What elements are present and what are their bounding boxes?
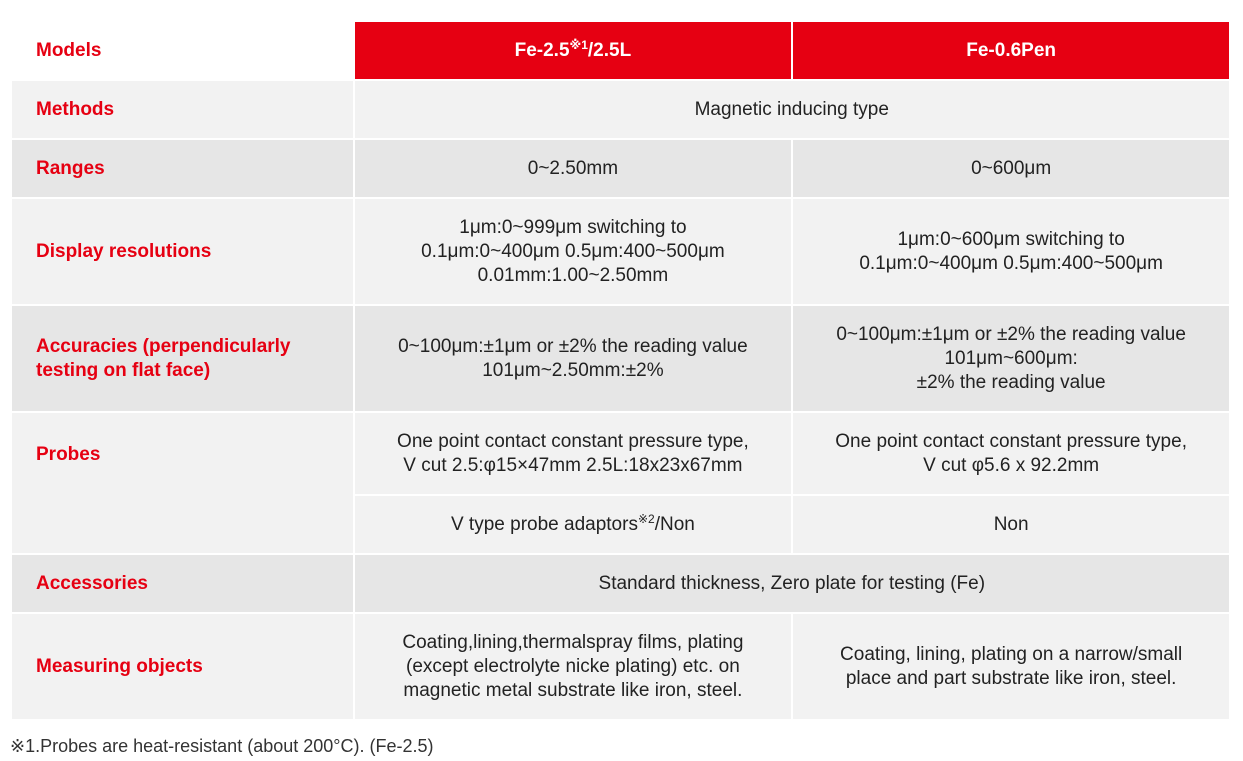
model1-name: Fe-2.5 (514, 39, 570, 61)
model-fe-0-6pen-header: Fe-0.6Pen (792, 21, 1230, 80)
text-line: V cut φ5.6 x 92.2mm (923, 454, 1100, 476)
text-line: V cut 2.5:φ15×47mm 2.5L:18x23x67mm (403, 454, 743, 476)
accuracies-fe-2-5 (354, 305, 793, 412)
text-line: 0~100μm:±1μm or ±2% the reading value (836, 323, 1186, 345)
text-line: Coating, lining, plating on a narrow/small (840, 643, 1183, 665)
adaptor-suffix: /Non (654, 513, 695, 535)
probes-label: Probes (11, 412, 354, 554)
text-line: magnetic metal substrate like iron, steel. (403, 679, 743, 701)
display-resolutions-row (11, 198, 1230, 305)
accuracies-fe-0-6pen (792, 305, 1230, 412)
text-line: One point contact constant pressure type, (397, 430, 749, 452)
text-line: place and part substrate like iron, steel. (845, 667, 1177, 689)
display-resolutions-label: Display resolutions (11, 198, 354, 305)
measuring-objects-label: Measuring objects (11, 613, 354, 720)
accessories-value: Standard thickness, Zero plate for testing (Fe) (354, 554, 1230, 613)
measuring-objects-row (11, 613, 1230, 720)
label-line: testing on flat face) (36, 359, 211, 381)
header-row (11, 21, 1230, 80)
text-line: 1μm:0~600μm switching to (897, 228, 1125, 250)
text-line: 0~100μm:±1μm or ±2% the reading value (398, 335, 748, 357)
text-line: 0.01mm:1.00~2.50mm (477, 264, 669, 286)
text-line: 101μm~600μm: (944, 347, 1078, 369)
probes-fe-0-6pen (792, 412, 1230, 495)
model1-footnote-mark: ※1 (569, 37, 588, 52)
display-resolutions-fe-2-5 (354, 198, 793, 305)
text-line: 1μm:0~999μm switching to (459, 216, 687, 238)
adaptor-text: V type probe adaptors (450, 513, 638, 535)
label-line: Accuracies (perpendicularly (36, 335, 291, 357)
accessories-label: Accessories (11, 554, 354, 613)
ranges-fe-0-6pen: 0~600μm (792, 139, 1230, 198)
text-line: (except electrolyte nicke plating) etc. on (406, 655, 740, 677)
probe-adaptors-fe-2-5 (354, 495, 793, 554)
measuring-objects-fe-0-6pen (792, 613, 1230, 720)
ranges-row (11, 139, 1230, 198)
model-fe-2-5-header (354, 21, 793, 80)
display-resolutions-fe-0-6pen (792, 198, 1230, 305)
methods-value: Magnetic inducing type (354, 80, 1230, 139)
accuracies-row (11, 305, 1230, 412)
footnote: ※1.Probes are heat-resistant (about 200°C). (Fe-2.5) (10, 736, 434, 756)
probes-row-1 (11, 412, 1230, 495)
text-line: One point contact constant pressure type, (835, 430, 1187, 452)
adaptor-footnote-mark: ※2 (637, 511, 655, 526)
text-line: 0.1μm:0~400μm 0.5μm:400~500μm (859, 252, 1163, 274)
text-line: 0.1μm:0~400μm 0.5μm:400~500μm (421, 240, 725, 262)
ranges-label: Ranges (11, 139, 354, 198)
text-line: 101μm~2.50mm:±2% (482, 359, 664, 381)
spec-table-container (10, 20, 1231, 721)
methods-row (11, 80, 1230, 139)
text-line: ±2% the reading value (916, 371, 1106, 393)
accessories-row (11, 554, 1230, 613)
methods-label: Methods (11, 80, 354, 139)
probe-adaptors-fe-0-6pen: Non (792, 495, 1230, 554)
model1-suffix: /2.5L (587, 39, 632, 61)
ranges-fe-2-5: 0~2.50mm (354, 139, 793, 198)
spec-table (10, 20, 1231, 721)
text-line: Coating,lining,thermalspray films, plating (402, 631, 744, 653)
accuracies-label (11, 305, 354, 412)
measuring-objects-fe-2-5 (354, 613, 793, 720)
probes-fe-2-5 (354, 412, 793, 495)
models-label: Models (11, 21, 354, 80)
